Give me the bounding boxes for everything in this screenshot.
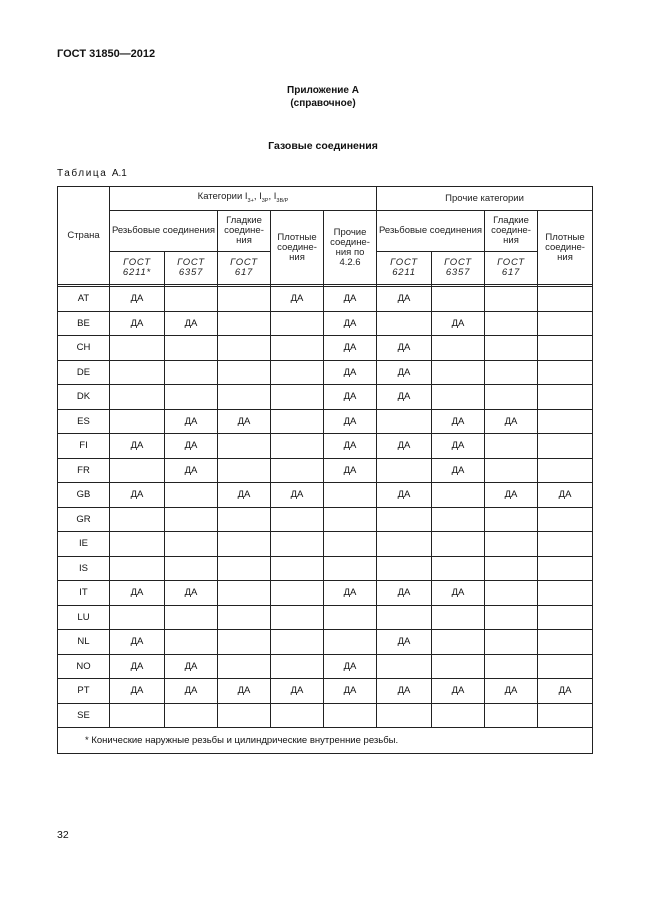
- value-cell: [432, 630, 485, 655]
- value-cell: [538, 703, 593, 728]
- country-cell: FR: [58, 458, 110, 483]
- table-caption-label: Таблица: [57, 168, 108, 179]
- value-cell: ДА: [538, 679, 593, 704]
- table-caption-number: А.1: [111, 168, 127, 179]
- value-cell: [165, 556, 218, 581]
- table-row: [58, 556, 593, 581]
- value-cell: [271, 556, 324, 581]
- appendix-title: Приложение А: [287, 85, 359, 96]
- value-cell: [485, 556, 538, 581]
- value-cell: [110, 703, 165, 728]
- value-cell: [110, 385, 165, 410]
- value-cell: ДА: [324, 409, 377, 434]
- value-cell: [538, 581, 593, 606]
- country-cell: GB: [58, 483, 110, 508]
- country-cell: PT: [58, 679, 110, 704]
- page-number: 32: [57, 829, 69, 841]
- value-cell: [485, 605, 538, 630]
- country-cell: SE: [58, 703, 110, 728]
- value-cell: [110, 458, 165, 483]
- country-cell: NO: [58, 654, 110, 679]
- value-cell: [485, 630, 538, 655]
- gost-6357-a: ГОСТ 6357: [165, 252, 218, 285]
- value-cell: [271, 507, 324, 532]
- value-cell: [485, 287, 538, 312]
- value-cell: [377, 605, 432, 630]
- value-cell: ДА: [165, 654, 218, 679]
- country-cell: DK: [58, 385, 110, 410]
- value-cell: [110, 336, 165, 361]
- value-cell: ДА: [377, 679, 432, 704]
- value-cell: [218, 630, 271, 655]
- value-cell: [485, 336, 538, 361]
- value-cell: [324, 507, 377, 532]
- value-cell: ДА: [165, 679, 218, 704]
- table-row: [58, 360, 593, 385]
- table-row: [58, 311, 593, 336]
- value-cell: ДА: [377, 483, 432, 508]
- value-cell: [432, 483, 485, 508]
- table-row: [58, 532, 593, 557]
- value-cell: ДА: [324, 434, 377, 459]
- section-title: Газовые соединения: [268, 140, 378, 152]
- value-cell: [485, 507, 538, 532]
- value-cell: ДА: [218, 483, 271, 508]
- value-cell: [271, 434, 324, 459]
- value-cell: ДА: [271, 483, 324, 508]
- value-cell: ДА: [165, 458, 218, 483]
- value-cell: ДА: [324, 581, 377, 606]
- value-cell: ДА: [432, 679, 485, 704]
- value-cell: [538, 434, 593, 459]
- table-row: [58, 336, 593, 361]
- table-row: [58, 630, 593, 655]
- value-cell: ДА: [432, 581, 485, 606]
- subheader-smooth-1: Гладкие соедине-ния: [218, 211, 271, 252]
- value-cell: [538, 458, 593, 483]
- value-cell: [165, 532, 218, 557]
- value-cell: [377, 458, 432, 483]
- value-cell: ДА: [110, 654, 165, 679]
- subheader-threaded-2: Резьбовые соединения: [377, 211, 485, 252]
- value-cell: [538, 507, 593, 532]
- value-cell: [538, 556, 593, 581]
- value-cell: ДА: [324, 385, 377, 410]
- table-row: [58, 679, 593, 704]
- value-cell: [271, 703, 324, 728]
- value-cell: [377, 556, 432, 581]
- value-cell: [218, 654, 271, 679]
- value-cell: [218, 556, 271, 581]
- value-cell: [165, 483, 218, 508]
- value-cell: ДА: [377, 434, 432, 459]
- value-cell: ДА: [110, 679, 165, 704]
- value-cell: ДА: [377, 360, 432, 385]
- gas-connections-table: [57, 186, 593, 754]
- value-cell: [432, 287, 485, 312]
- country-cell: IE: [58, 532, 110, 557]
- value-cell: ДА: [271, 679, 324, 704]
- value-cell: [485, 581, 538, 606]
- value-cell: [271, 409, 324, 434]
- value-cell: [324, 483, 377, 508]
- value-cell: ДА: [538, 483, 593, 508]
- value-cell: ДА: [218, 679, 271, 704]
- value-cell: [324, 556, 377, 581]
- value-cell: [324, 605, 377, 630]
- value-cell: ДА: [485, 679, 538, 704]
- value-cell: [165, 385, 218, 410]
- value-cell: [538, 409, 593, 434]
- group-header-other-categories: Прочие категории: [377, 187, 593, 211]
- value-cell: ДА: [432, 458, 485, 483]
- value-cell: [485, 385, 538, 410]
- value-cell: [271, 458, 324, 483]
- value-cell: [485, 458, 538, 483]
- value-cell: ДА: [485, 483, 538, 508]
- value-cell: [432, 532, 485, 557]
- value-cell: ДА: [432, 409, 485, 434]
- value-cell: [485, 434, 538, 459]
- value-cell: ДА: [377, 336, 432, 361]
- value-cell: ДА: [110, 311, 165, 336]
- value-cell: [485, 360, 538, 385]
- value-cell: [110, 605, 165, 630]
- value-cell: [485, 311, 538, 336]
- table-row: [58, 385, 593, 410]
- value-cell: [538, 630, 593, 655]
- value-cell: [271, 654, 324, 679]
- value-cell: ДА: [110, 287, 165, 312]
- value-cell: ДА: [165, 434, 218, 459]
- value-cell: [110, 360, 165, 385]
- gost-617-b: ГОСТ 617: [485, 252, 538, 285]
- subheader-tight-2: Плотные соедине-ния: [538, 211, 593, 285]
- value-cell: [218, 336, 271, 361]
- value-cell: [377, 409, 432, 434]
- value-cell: [377, 703, 432, 728]
- value-cell: [218, 605, 271, 630]
- value-cell: [377, 654, 432, 679]
- value-cell: [432, 507, 485, 532]
- value-cell: [218, 703, 271, 728]
- value-cell: [271, 581, 324, 606]
- value-cell: [271, 630, 324, 655]
- value-cell: [218, 458, 271, 483]
- document-code: ГОСТ 31850—2012: [57, 48, 156, 60]
- table-row: [58, 483, 593, 508]
- value-cell: [218, 311, 271, 336]
- value-cell: [165, 287, 218, 312]
- appendix-subtitle: (справочное): [290, 98, 356, 109]
- value-cell: [432, 556, 485, 581]
- country-cell: CH: [58, 336, 110, 361]
- value-cell: ДА: [165, 311, 218, 336]
- value-cell: [271, 336, 324, 361]
- value-cell: ДА: [218, 409, 271, 434]
- table-row: [58, 581, 593, 606]
- value-cell: [432, 336, 485, 361]
- table-row: [58, 605, 593, 630]
- value-cell: [165, 507, 218, 532]
- value-cell: [165, 630, 218, 655]
- value-cell: [324, 703, 377, 728]
- value-cell: [165, 360, 218, 385]
- value-cell: [271, 311, 324, 336]
- value-cell: [538, 311, 593, 336]
- table-row: [58, 507, 593, 532]
- value-cell: [485, 532, 538, 557]
- country-cell: IT: [58, 581, 110, 606]
- group-header-categories: Категории $I_{3+}$, $I_{3P}$, $I_{3B/P}$: [110, 187, 377, 211]
- value-cell: [165, 605, 218, 630]
- value-cell: [432, 703, 485, 728]
- value-cell: [377, 507, 432, 532]
- value-cell: [110, 556, 165, 581]
- value-cell: ДА: [432, 434, 485, 459]
- value-cell: [538, 336, 593, 361]
- value-cell: [271, 360, 324, 385]
- value-cell: ДА: [324, 458, 377, 483]
- value-cell: [538, 360, 593, 385]
- value-cell: ДА: [324, 654, 377, 679]
- table-row: [58, 287, 593, 312]
- table-row: [58, 654, 593, 679]
- value-cell: [538, 385, 593, 410]
- value-cell: ДА: [377, 385, 432, 410]
- value-cell: [218, 507, 271, 532]
- table-row: [58, 434, 593, 459]
- value-cell: [218, 385, 271, 410]
- value-cell: [324, 630, 377, 655]
- value-cell: ДА: [110, 434, 165, 459]
- value-cell: [271, 532, 324, 557]
- gost-6211: ГОСТ 6211: [377, 252, 432, 285]
- table-row: [58, 409, 593, 434]
- subheader-tight-1: Плотные соедине-ния: [271, 211, 324, 285]
- value-cell: [110, 409, 165, 434]
- value-cell: [110, 532, 165, 557]
- value-cell: [218, 434, 271, 459]
- value-cell: ДА: [324, 679, 377, 704]
- subheader-smooth-2: Гладкие соедине-ния: [485, 211, 538, 252]
- country-cell: LU: [58, 605, 110, 630]
- value-cell: [165, 336, 218, 361]
- gost-6211-star: ГОСТ 6211*: [110, 252, 165, 285]
- gost-617-a: ГОСТ 617: [218, 252, 271, 285]
- value-cell: [538, 605, 593, 630]
- value-cell: [218, 532, 271, 557]
- value-cell: [432, 654, 485, 679]
- subheader-threaded-1: Резьбовые соединения: [110, 211, 218, 252]
- value-cell: ДА: [377, 581, 432, 606]
- gost-6357-b: ГОСТ 6357: [432, 252, 485, 285]
- country-cell: NL: [58, 630, 110, 655]
- value-cell: [218, 360, 271, 385]
- value-cell: [432, 605, 485, 630]
- value-cell: [218, 581, 271, 606]
- country-cell: ES: [58, 409, 110, 434]
- value-cell: ДА: [432, 311, 485, 336]
- appendix-heading: [0, 84, 646, 110]
- value-cell: [538, 532, 593, 557]
- value-cell: ДА: [110, 581, 165, 606]
- value-cell: ДА: [485, 409, 538, 434]
- table-row: [58, 458, 593, 483]
- value-cell: [432, 385, 485, 410]
- value-cell: ДА: [110, 483, 165, 508]
- value-cell: [377, 532, 432, 557]
- subheader-other: Прочие соедине-ния по 4.2.6: [324, 211, 377, 285]
- table-row: [58, 703, 593, 728]
- value-cell: [110, 507, 165, 532]
- col-header-country: Страна: [58, 187, 110, 285]
- value-cell: [538, 654, 593, 679]
- country-cell: DE: [58, 360, 110, 385]
- country-cell: IS: [58, 556, 110, 581]
- value-cell: ДА: [271, 287, 324, 312]
- value-cell: ДА: [324, 336, 377, 361]
- value-cell: [271, 605, 324, 630]
- value-cell: ДА: [324, 311, 377, 336]
- value-cell: [324, 532, 377, 557]
- table-caption: [57, 168, 127, 179]
- country-cell: FI: [58, 434, 110, 459]
- value-cell: ДА: [165, 409, 218, 434]
- value-cell: ДА: [110, 630, 165, 655]
- value-cell: [432, 360, 485, 385]
- value-cell: [485, 654, 538, 679]
- value-cell: [218, 287, 271, 312]
- value-cell: [377, 311, 432, 336]
- country-cell: BE: [58, 311, 110, 336]
- country-cell: GR: [58, 507, 110, 532]
- table-footnote: * Конические наружные резьбы и цилиндрические внутренние резьбы.: [58, 728, 593, 754]
- country-cell: AT: [58, 287, 110, 312]
- value-cell: [538, 287, 593, 312]
- value-cell: ДА: [377, 287, 432, 312]
- value-cell: ДА: [324, 287, 377, 312]
- value-cell: ДА: [377, 630, 432, 655]
- value-cell: ДА: [324, 360, 377, 385]
- value-cell: [271, 385, 324, 410]
- value-cell: [165, 703, 218, 728]
- value-cell: [485, 703, 538, 728]
- value-cell: ДА: [165, 581, 218, 606]
